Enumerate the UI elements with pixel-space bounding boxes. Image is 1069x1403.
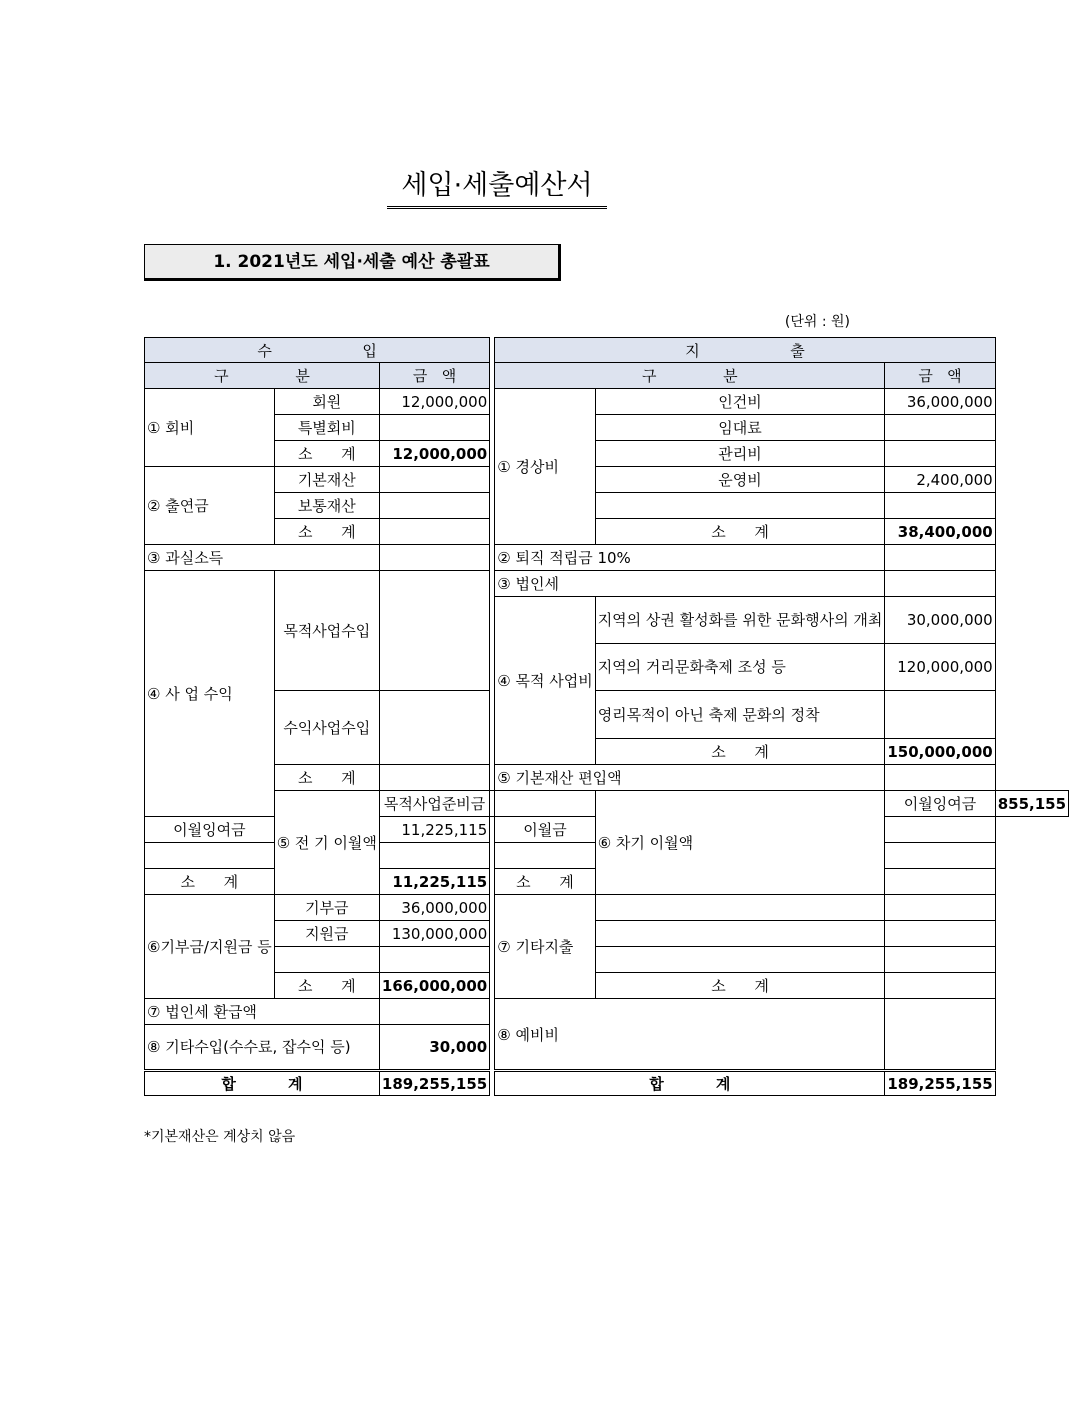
page-title: 세입·세출예산서 bbox=[387, 168, 607, 209]
expense-item: 관리비 bbox=[595, 441, 885, 467]
expense-corp-tax-label: ③ 법인세 bbox=[495, 571, 885, 597]
expense-category-header: 구 분 bbox=[495, 363, 885, 389]
expense-operating-label: ① 경상비 bbox=[495, 389, 595, 545]
income-item: 보통재산 bbox=[274, 493, 379, 519]
expense-item bbox=[595, 947, 885, 973]
subtotal-label: 소 계 bbox=[595, 739, 885, 765]
expense-value bbox=[885, 545, 995, 571]
income-value: 130,000,000 bbox=[379, 921, 489, 947]
income-item: 특별회비 bbox=[274, 415, 379, 441]
income-item bbox=[274, 947, 379, 973]
income-membership-label: ① 회비 bbox=[145, 389, 275, 467]
income-header: 수 입 bbox=[145, 338, 490, 363]
expense-basic-asset-label: ⑤ 기본재산 편입액 bbox=[495, 765, 885, 791]
income-business-label: ④ 사 업 수익 bbox=[145, 571, 275, 817]
budget-summary-table bbox=[144, 337, 1069, 1096]
expense-value bbox=[885, 691, 995, 739]
expense-total-label: 합 계 bbox=[495, 1071, 885, 1096]
expense-item bbox=[595, 921, 885, 947]
income-subtotal: 12,000,000 bbox=[379, 441, 489, 467]
income-total-label: 합 계 bbox=[145, 1071, 380, 1096]
expense-total: 189,255,155 bbox=[885, 1071, 995, 1096]
expense-purpose-label: ④ 목적 사업비 bbox=[495, 597, 595, 765]
subtotal-label: 소 계 bbox=[595, 973, 885, 999]
expense-item bbox=[595, 493, 885, 519]
income-item: 기부금 bbox=[274, 895, 379, 921]
expense-value bbox=[885, 999, 995, 1071]
expense-reserve-label: ⑧ 예비비 bbox=[495, 999, 885, 1071]
expense-value bbox=[885, 921, 995, 947]
expense-subtotal bbox=[885, 869, 995, 895]
expense-item: 이월잉여금 bbox=[885, 791, 995, 817]
expense-value bbox=[885, 571, 995, 597]
income-value bbox=[379, 843, 489, 869]
income-value bbox=[379, 999, 489, 1025]
income-category-header: 구 분 bbox=[145, 363, 380, 389]
expense-item: 운영비 bbox=[595, 467, 885, 493]
income-subtotal bbox=[379, 519, 489, 545]
income-other-label: ⑧ 기타수입(수수료, 잡수익 등) bbox=[145, 1025, 380, 1071]
income-item: 이월잉여금 bbox=[145, 817, 275, 843]
expense-value bbox=[885, 765, 995, 791]
expense-value: 2,400,000 bbox=[885, 467, 995, 493]
income-value bbox=[379, 415, 489, 441]
expense-item: 영리목적이 아닌 축제 문화의 정착 bbox=[595, 691, 885, 739]
income-item: 목적사업수입 bbox=[274, 571, 379, 691]
expense-value bbox=[885, 493, 995, 519]
income-value: 36,000,000 bbox=[379, 895, 489, 921]
expense-subtotal: 150,000,000 bbox=[885, 739, 995, 765]
footnote: *기본재산은 계상치 않음 bbox=[144, 1129, 296, 1145]
income-subtotal: 11,225,115 bbox=[379, 869, 489, 895]
income-value bbox=[379, 691, 489, 765]
subtotal-label: 소 계 bbox=[274, 519, 379, 545]
income-donation-label: ⑥기부금/지원금 등 bbox=[145, 895, 275, 999]
income-tax-refund-label: ⑦ 법인세 환급액 bbox=[145, 999, 380, 1025]
income-contribution-label: ② 출연금 bbox=[145, 467, 275, 545]
subtotal-label: 소 계 bbox=[145, 869, 275, 895]
expense-value: 855,155 bbox=[995, 791, 1068, 817]
expense-header: 지 출 bbox=[495, 338, 995, 363]
expense-item: 인건비 bbox=[595, 389, 885, 415]
income-item: 지원금 bbox=[274, 921, 379, 947]
income-amount-header: 금 액 bbox=[379, 363, 489, 389]
income-value: 12,000,000 bbox=[379, 389, 489, 415]
expense-value bbox=[885, 947, 995, 973]
expense-retirement-label: ② 퇴직 적립금 10% bbox=[495, 545, 885, 571]
income-value bbox=[379, 493, 489, 519]
section-title: 1. 2021년도 세입·세출 예산 총괄표 bbox=[144, 244, 561, 281]
income-item: 수익사업수입 bbox=[274, 691, 379, 765]
income-value bbox=[379, 571, 489, 691]
expense-item: 이월금 bbox=[495, 817, 595, 843]
expense-amount-header: 금 액 bbox=[885, 363, 995, 389]
income-item: 회원 bbox=[274, 389, 379, 415]
expense-item bbox=[595, 895, 885, 921]
income-value: 11,225,115 bbox=[379, 817, 489, 843]
income-total: 189,255,155 bbox=[379, 1071, 489, 1096]
expense-subtotal: 38,400,000 bbox=[885, 519, 995, 545]
income-carryover-label: ⑤ 전 기 이월액 bbox=[274, 791, 379, 895]
income-fruit-label: ③ 과실소득 bbox=[145, 545, 380, 571]
expense-next-carry-label: ⑥ 차기 이월액 bbox=[595, 791, 885, 895]
expense-value bbox=[885, 843, 995, 869]
expense-other-label: ⑦ 기타지출 bbox=[495, 895, 595, 999]
subtotal-label: 소 계 bbox=[274, 441, 379, 467]
expense-subtotal bbox=[885, 973, 995, 999]
expense-item: 지역의 거리문화축제 조성 등 bbox=[595, 644, 885, 691]
expense-item bbox=[495, 843, 595, 869]
unit-label: (단위 : 원) bbox=[784, 314, 850, 330]
income-value bbox=[379, 947, 489, 973]
subtotal-label: 소 계 bbox=[274, 765, 379, 791]
income-value bbox=[379, 545, 489, 571]
expense-item: 지역의 상권 활성화를 위한 문화행사의 개최 bbox=[595, 597, 885, 644]
income-value: 30,000 bbox=[379, 1025, 489, 1071]
income-subtotal: 166,000,000 bbox=[379, 973, 489, 999]
income-item: 목적사업준비금 bbox=[379, 791, 489, 817]
expense-value bbox=[885, 415, 995, 441]
expense-value: 30,000,000 bbox=[885, 597, 995, 644]
income-item bbox=[145, 843, 275, 869]
expense-value bbox=[885, 895, 995, 921]
expense-item: 임대료 bbox=[595, 415, 885, 441]
income-subtotal bbox=[379, 765, 489, 791]
subtotal-label: 소 계 bbox=[495, 869, 595, 895]
expense-value bbox=[885, 817, 995, 843]
expense-value bbox=[885, 441, 995, 467]
expense-value: 36,000,000 bbox=[885, 389, 995, 415]
income-item: 기본재산 bbox=[274, 467, 379, 493]
income-value bbox=[379, 467, 489, 493]
subtotal-label: 소 계 bbox=[274, 973, 379, 999]
expense-value: 120,000,000 bbox=[885, 644, 995, 691]
subtotal-label: 소 계 bbox=[595, 519, 885, 545]
